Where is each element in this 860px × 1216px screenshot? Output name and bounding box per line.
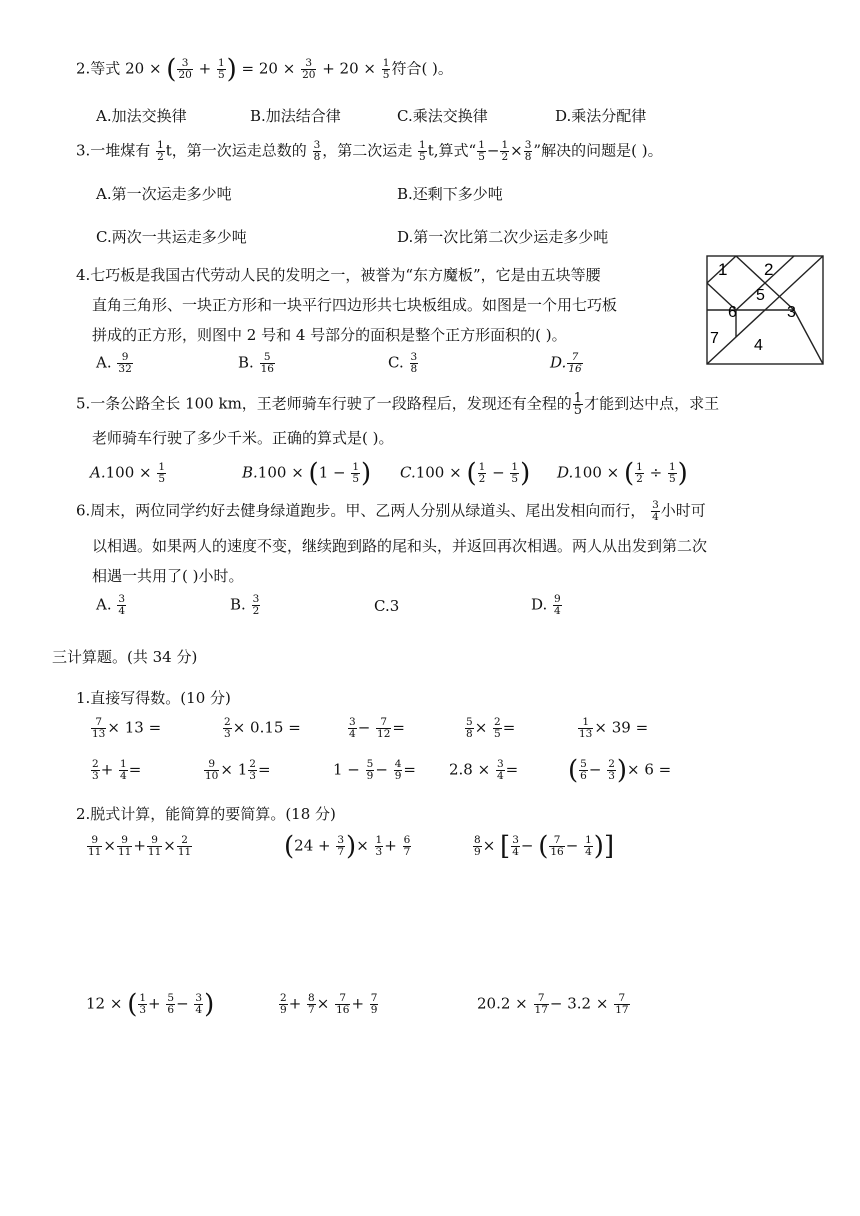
q4-option-d[interactable]: D. $\frac{7}{16}$ — [550, 351, 582, 375]
q2-suffix: 符合( )。 — [391, 59, 453, 78]
q2-option-c[interactable]: C.乘法交换律 — [397, 107, 488, 125]
calc-1-1: $\frac{7}{13}$ × 13 = — [92, 716, 162, 740]
q6-option-c[interactable]: C.3 — [374, 597, 400, 615]
tangram-label-2: 2 — [764, 260, 774, 279]
q5-option-b[interactable]: B.100 × (1 − $\frac{1}{5}$ ) — [242, 458, 372, 489]
q6-option-d-label: D. — [531, 595, 548, 614]
q4-line-2: 直角三角形、一块正方形和一块平行四边形共七块板组成。如图是一个用七巧板 — [92, 296, 618, 314]
q5-line-1a: 5.一条公路全长 100 km，王老师骑车行驶了一段路程后，发现还有全程的 — [76, 394, 572, 413]
q5-option-a[interactable]: A.100 × $\frac{1}{5}$ — [90, 461, 166, 485]
q4-option-c[interactable]: C. $\frac{3}{8}$ — [388, 351, 418, 375]
q4-option-a-label: A. — [96, 353, 112, 372]
calc-1-2: $\frac{2}{3}$ × 0.15 = — [224, 716, 301, 740]
tangram-line-a — [736, 256, 765, 283]
q5-option-d[interactable]: D.100 × ( $\frac{1}{2}$ ÷ $\frac{1}{5}$ ) — [557, 458, 688, 489]
q4-option-b-label: B. — [238, 353, 254, 372]
q5-line-1: 5.一条公路全长 100 km，王老师骑车行驶了一段路程后，发现还有全程的 $\frac{1}{5}$ 才能到达中点，求王 — [76, 391, 720, 418]
q4-line-3: 拼成的正方形，则图中 2 号和 4 号部分的面积是整个正方形面积的( )。 — [92, 326, 567, 344]
q5-line-2: 老师骑车行驶了多少千米。正确的算式是( )。 — [92, 429, 394, 447]
q6-option-a[interactable]: A. $\frac{3}{4}$ — [96, 593, 126, 617]
q4-option-b[interactable]: B. $\frac{5}{16}$ — [238, 351, 274, 375]
q3-text-1: t，第一次运走总数的 — [165, 141, 312, 160]
q5-line-1b: 才能到达中点，求王 — [584, 394, 720, 413]
calc-1-4: $\frac{5}{8}$ × $\frac{2}{5}$ = — [466, 716, 516, 740]
q3-text-2: ，第二次运走 — [322, 141, 418, 160]
q3-prefix: 3.一堆煤有 — [76, 141, 156, 160]
q2-option-a[interactable]: A.加法交换律 — [96, 107, 187, 125]
q3-option-d[interactable]: D.第一次比第二次少运走多少吨 — [397, 228, 609, 246]
step-2-3: 20.2 × $\frac{7}{17}$ − 3.2 × $\frac{7}{17}$ — [477, 992, 629, 1016]
tangram-label-6: 6 — [728, 304, 737, 321]
tangram-label-4: 4 — [754, 337, 763, 354]
calc-1-5: $\frac{1}{13}$ × 39 = — [579, 716, 649, 740]
q5-option-c[interactable]: C.100 × ( $\frac{1}{2}$ − $\frac{1}{5}$ ) — [400, 458, 531, 489]
section-3-sub-1: 1.直接写得数。(10 分) — [76, 689, 231, 707]
q3-text-4: ”解决的问题是( )。 — [533, 141, 663, 160]
q2-stem: 2.等式 20 × ( $\frac{3}{20}$ + $\frac{1}{5}$ ) = 20 × $\frac{3}{20}$ + 20 × $\frac{1}{5}$ 符合( )。 — [76, 54, 453, 85]
q6-line-2: 以相遇。如果两人的速度不变，继续跑到路的尾和头，并返回再次相遇。两人从出发到第二次 — [92, 537, 708, 555]
step-1-3: $\frac{8}{9}$ × [ $\frac{3}{4}$ − ( $\frac{7}{16}$ − $\frac{1}{4}$ )] — [474, 831, 615, 862]
q6-line-1: 6.周末，两位同学约好去健身绿道跑步。甲、乙两人分别从绿道头、尾出发相向而行， $\frac{3}{4}$ 小时可 — [76, 499, 706, 523]
q5-option-c-label: C. — [400, 463, 416, 482]
tangram-label-3: 3 — [787, 304, 796, 321]
q6-line-1b: 小时可 — [660, 501, 706, 520]
section-3-title: 三计算题。(共 34 分) — [52, 648, 198, 666]
calc-2-2: $\frac{9}{10}$ × 1 $\frac{2}{3}$ = — [205, 758, 271, 782]
tangram-label-7: 7 — [710, 330, 719, 347]
q2-option-d[interactable]: D.乘法分配律 — [555, 107, 647, 125]
calc-1-3: $\frac{3}{4}$ − $\frac{7}{12}$ = — [349, 716, 405, 740]
q6-line-3: 相遇一共用了( )小时。 — [92, 567, 244, 585]
calc-2-5: ( $\frac{5}{6}$ − $\frac{2}{3}$ )× 6 = — [568, 755, 672, 786]
q3-option-b[interactable]: B.还剩下多少吨 — [397, 185, 503, 203]
tangram-figure — [706, 255, 824, 365]
step-2-2: $\frac{2}{9}$ + $\frac{8}{7}$ × $\frac{7}{16}$ + $\frac{7}{9}$ — [280, 992, 378, 1016]
q5-option-d-label: D. — [557, 463, 574, 482]
calc-2-1: $\frac{2}{3}$ + $\frac{1}{4}$ = — [92, 758, 142, 782]
q3-stem: 3.一堆煤有 $\frac{1}{2}$ t，第一次运走总数的 $\frac{3}{8}$ ，第二次运走 $\frac{1}{5}$ t,算式“ $\frac{1}{5}$ − $\frac{1}{2}$ × $\frac{3}{8}$ ”解决的问题是( )。 — [76, 139, 663, 163]
q6-line-1a: 6.周末，两位同学约好去健身绿道跑步。甲、乙两人分别从绿道头、尾出发相向而行， — [76, 501, 646, 520]
step-1-1: $\frac{9}{11}$ × $\frac{9}{11}$ + $\frac{9}{11}$ × $\frac{2}{11}$ — [88, 834, 192, 858]
q4-option-a[interactable]: A. $\frac{9}{32}$ — [96, 351, 132, 375]
q3-option-c[interactable]: C.两次一共运走多少吨 — [96, 228, 247, 246]
calc-2-3: 1 − $\frac{5}{9}$ − $\frac{4}{9}$ = — [333, 758, 416, 782]
q6-option-b[interactable]: B. $\frac{3}{2}$ — [230, 593, 260, 617]
tangram-label-5: 5 — [756, 287, 765, 304]
q6-option-d[interactable]: D. $\frac{9}{4}$ — [531, 593, 561, 617]
calc-2-4: 2.8 × $\frac{3}{4}$ = — [449, 758, 519, 782]
q3-option-a[interactable]: A.第一次运走多少吨 — [96, 185, 232, 203]
tangram-label-1: 1 — [718, 260, 728, 279]
q4-option-d-label: D. — [550, 353, 567, 372]
q5-option-b-label: B. — [242, 463, 258, 482]
section-3-sub-2: 2.脱式计算，能简算的要简算。(18 分) — [76, 805, 336, 823]
q6-option-a-label: A. — [96, 595, 112, 614]
step-2-1: 12 × ( $\frac{1}{3}$ + $\frac{5}{6}$ − $\frac{3}{4}$ ) — [86, 989, 215, 1020]
q2-option-b[interactable]: B.加法结合律 — [250, 107, 341, 125]
step-1-2: (24 + $\frac{3}{7}$ )× $\frac{1}{3}$ + $\frac{6}{7}$ — [284, 831, 411, 862]
q3-text-3: t,算式“ — [427, 141, 477, 160]
q4-line-1: 4.七巧板是我国古代劳动人民的发明之一，被誉为“东方魔板”，它是由五块等腰 — [76, 266, 601, 284]
q2-prefix: 2.等式 — [76, 59, 126, 78]
q5-option-a-label: A. — [90, 463, 106, 482]
q4-option-c-label: C. — [388, 353, 404, 372]
q6-option-b-label: B. — [230, 595, 246, 614]
